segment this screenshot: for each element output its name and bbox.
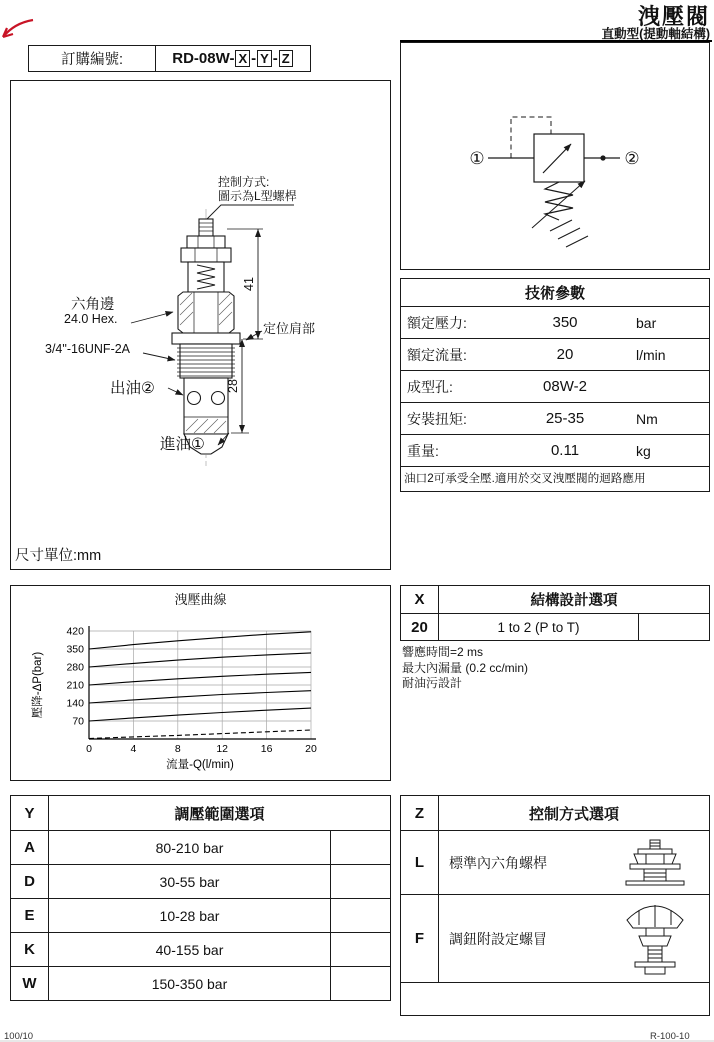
option-empty-cell: [331, 933, 390, 966]
param-label: 成型孔:: [407, 378, 453, 395]
svg-text:8: 8: [174, 743, 181, 755]
option-desc: 調鈕附設定螺冒: [449, 930, 547, 947]
dimension-drawing-panel: [10, 80, 391, 570]
parameter-row: [401, 434, 709, 466]
option-empty-cell: [331, 967, 390, 1000]
svg-text:70: 70: [72, 715, 84, 728]
chart-panel: [10, 585, 391, 781]
order-number-box: [28, 45, 311, 72]
option-code: E: [11, 899, 49, 932]
svg-text:壓降-ΔP(bar): 壓降-ΔP(bar): [32, 651, 44, 719]
parameter-row: [401, 306, 709, 338]
parameter-row: [401, 402, 709, 434]
param-value: 25-35: [545, 410, 585, 427]
option-code: F: [401, 895, 439, 982]
performance-notes: [402, 645, 702, 692]
param-value: 0.11: [550, 442, 580, 459]
option-row: [11, 966, 390, 1000]
options-z-header: [401, 796, 709, 830]
page-title: 洩壓閥: [637, 4, 710, 29]
option-row: [11, 932, 390, 966]
svg-text:12: 12: [216, 743, 229, 755]
order-number-label: 訂購編號:: [29, 46, 156, 71]
svg-text:280: 280: [66, 661, 84, 674]
options-x-table: [400, 585, 710, 641]
option-row: [11, 830, 390, 864]
options-y-header: [11, 796, 390, 830]
option-desc: 80-210 bar: [49, 831, 331, 864]
option-desc: 150-350 bar: [49, 967, 331, 1000]
options-x-header: [401, 586, 709, 613]
port-2-label: ②: [624, 149, 640, 168]
option-code: W: [11, 967, 49, 1000]
dim-length-28: 28: [226, 379, 240, 393]
red-pen-mark: [0, 16, 36, 44]
option-empty-cell: [331, 865, 390, 898]
hex-flats-label: 六角邊: [71, 297, 115, 313]
hex-size-label: 24.0 Hex.: [64, 312, 118, 326]
option-empty-cell: [401, 983, 709, 1015]
locating-shoulder-label: 定位肩部: [263, 321, 316, 336]
param-unit: bar: [636, 314, 657, 331]
order-option-y: Y: [257, 50, 272, 67]
note-line: 耐油污設計: [402, 676, 463, 691]
option-code: L: [401, 831, 439, 894]
outlet-port-label: 出油②: [110, 380, 155, 397]
port-1-label: ①: [469, 149, 485, 168]
option-code: K: [11, 933, 49, 966]
option-empty-cell: [331, 831, 390, 864]
option-row: [401, 894, 709, 982]
options-z-table: [400, 795, 710, 1016]
svg-text:16: 16: [260, 743, 273, 755]
option-empty-cell: [331, 899, 390, 932]
order-sep-1: -: [251, 50, 257, 67]
option-code: D: [11, 865, 49, 898]
option-row: [11, 898, 390, 932]
options-z-code: Z: [401, 796, 439, 830]
svg-text:流量-Q(l/min): 流量-Q(l/min): [166, 759, 234, 771]
svg-text:350: 350: [66, 643, 84, 656]
note-line: 響應時間=2 ms: [402, 645, 484, 659]
options-x-code: X: [401, 586, 439, 613]
order-sep-2: -: [272, 50, 278, 67]
options-x-title: 結構設計選項: [530, 593, 618, 609]
option-desc: 30-55 bar: [49, 865, 331, 898]
option-code: 20: [401, 614, 439, 640]
svg-text:20: 20: [305, 743, 317, 755]
options-y-table: [10, 795, 391, 1001]
control-note-line2: 圖示為L型螺桿: [218, 189, 297, 204]
control-type-note: [218, 175, 297, 203]
param-label: 額定流量:: [407, 346, 467, 363]
note-line: 最大內漏量 (0.2 cc/min): [402, 660, 529, 675]
svg-text:420: 420: [66, 625, 84, 638]
svg-text:4: 4: [130, 743, 137, 755]
option-row: [11, 864, 390, 898]
option-empty-cell: [639, 614, 709, 640]
param-unit: kg: [636, 442, 651, 459]
junction-dot: [600, 155, 605, 160]
parameter-row: [401, 338, 709, 370]
option-desc: 10-28 bar: [49, 899, 331, 932]
parameters-title: 技術參數: [524, 285, 585, 302]
thread-spec-label: 3/4"-16UNF-2A: [45, 342, 131, 356]
relief-chart-svg: [11, 603, 389, 776]
options-y-title: 調壓範圍選項: [174, 805, 265, 823]
option-desc: 標準內六角螺桿: [449, 854, 547, 871]
param-label: 安裝扭矩:: [407, 410, 467, 427]
svg-text:0: 0: [86, 743, 92, 755]
option-row: [401, 830, 709, 894]
param-unit: Nm: [636, 410, 658, 427]
param-label: 重量:: [407, 442, 439, 459]
svg-text:210: 210: [66, 679, 84, 692]
order-code-prefix: RD-08W-: [172, 50, 235, 67]
param-unit: l/min: [636, 346, 666, 363]
inlet-port-label: 進油①: [160, 436, 205, 453]
unit-note: 尺寸單位:mm: [15, 548, 102, 564]
parameter-row: [401, 370, 709, 402]
footer-left: 100/10: [4, 1031, 34, 1042]
dim-length-41: 41: [242, 277, 256, 291]
option-row-empty: [401, 982, 709, 1015]
param-value: 20: [556, 346, 574, 363]
param-value: 08W-2: [543, 378, 587, 395]
order-option-x: X: [235, 50, 250, 67]
chart-title: 洩壓曲線: [174, 592, 227, 607]
options-z-title: 控制方式選項: [528, 805, 619, 823]
knob-icon: [601, 895, 709, 982]
options-y-code: Y: [11, 796, 49, 830]
control-note-line1: 控制方式:: [218, 175, 270, 189]
param-label: 額定壓力:: [407, 314, 467, 331]
schematic-panel: [400, 42, 710, 270]
svg-text:140: 140: [66, 697, 84, 710]
hex-screw-icon: [601, 831, 709, 894]
parameters-note: 油口2可承受全壓.適用於交叉洩壓閥的迴路應用: [401, 466, 709, 491]
page-subtitle: 直動型(提動軸結構): [601, 27, 710, 41]
option-code: A: [11, 831, 49, 864]
option-row: [401, 613, 709, 640]
hydraulic-symbol: [401, 43, 708, 268]
order-code: [156, 46, 310, 71]
order-option-z: Z: [279, 50, 293, 67]
parameters-table: [400, 278, 710, 492]
option-desc: 40-155 bar: [49, 933, 331, 966]
footer-right: R-100-10: [650, 1031, 690, 1042]
option-desc: 1 to 2 (P to T): [439, 614, 639, 640]
param-value: 350: [552, 314, 578, 331]
